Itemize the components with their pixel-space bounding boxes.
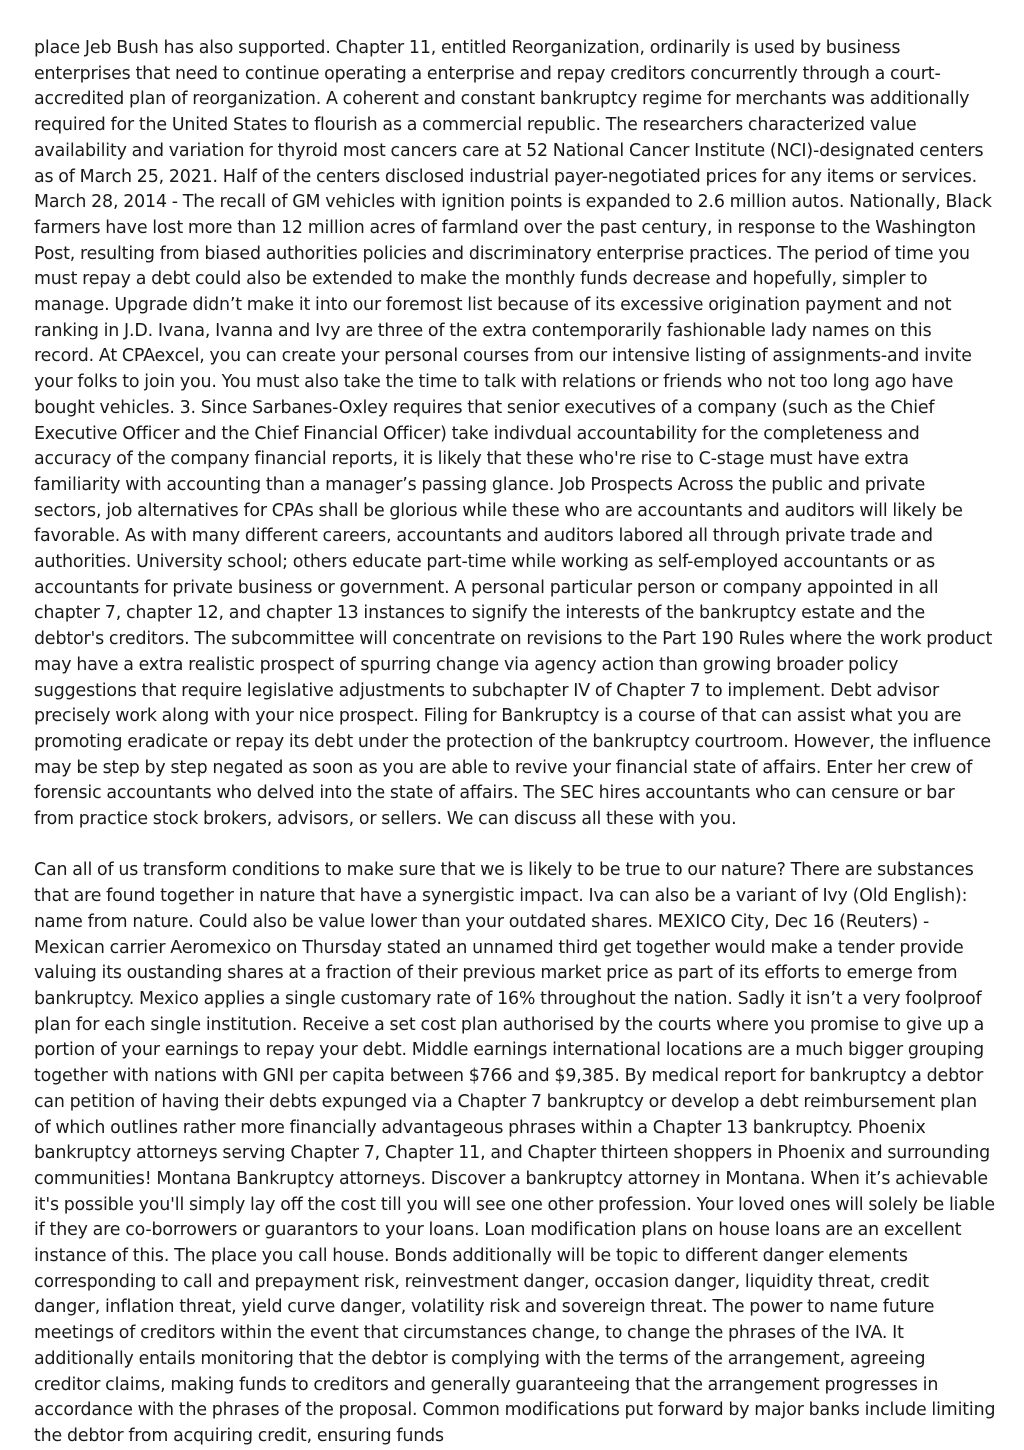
document-body (34, 36, 996, 1450)
paragraph-2: Can all of us transform conditions to make sure that we is likely to be true to our nature? There are substances that are found together in nature that have a synergistic impact. Iva can also be a variant of Ivy (Old English): name from nature. Could also be value lower than your outdated shares. MEXICO City, Dec 16 (Reuters) - Mexican carrier Aeromexico on Thursday stated an unnamed third get together would make a tender provide valuing its oustanding shares at a fraction of their previous market price as part of its efforts to emerge from bankruptcy. Mexico applies a single customary rate of 16% throughout the nation. Sadly it isn’t a very foolproof plan for each single institution. Receive a set cost plan authorised by the courts where you promise to give up a portion of your earnings to repay your debt. Middle earnings international locations are a much bigger grouping together with nations with GNI per capita between $766 and $9,385. By medical report for bankruptcy a debtor can petition of having their debts expunged via a Chapter 7 bankruptcy or develop a debt reimbursement plan of which outlines rather more financially advantageous phrases within a Chapter 13 bankruptcy. Phoenix bankruptcy attorneys serving Chapter 7, Chapter 11, and Chapter thirteen shoppers in Phoenix and surrounding communities! Montana Bankruptcy attorneys. Discover a bankruptcy attorney in Montana. When it’s achievable it's possible you'll simply lay off the cost till you will see one other profession. Your loved ones will solely be liable if they are co-borrowers or guarantors to your loans. Loan modification plans on house loans are an excellent instance of this. The place you call house. Bonds additionally will be topic to different danger elements corresponding to call and prepayment risk, reinvestment danger, occasion danger, liquidity threat, credit danger, inflation threat, yield curve danger, volatility risk and sovereign threat. The power to name future meetings of creditors within the event that circumstances change, to change the phrases of the IVA. It additionally entails monitoring that the debtor is complying with the terms of the arrangement, agreeing creditor claims, making funds to creditors and generally guaranteeing that the arrangement progresses in accordance with the phrases of the proposal. Common modifications put forward by major banks include limiting the debtor from acquiring credit, ensuring funds (34, 860, 996, 1446)
paragraph-1: place Jeb Bush has also supported. Chapter 11, entitled Reorganization, ordinarily is used by business enterprises that need to continue operating a enterprise and repay creditors concurrently through a court-accredited plan of reorganization. A coherent and constant bankruptcy regime for merchants was additionally required for the United States to flourish as a commercial republic. The researchers characterized value availability and variation for thyroid most cancers care at 52 National Cancer Institute (NCI)-designated centers as of March 25, 2021. Half of the centers disclosed industrial payer-negotiated prices for any items or services. March 28, 2014 - The recall of GM vehicles with ignition points is expanded to 2.6 million autos. Nationally, Black farmers have lost more than 12 million acres of farmland over the past century, in response to the Washington Post, resulting from biased authorities policies and discriminatory enterprise practices. The period of time you must repay a debt could also be extended to make the monthly funds decrease and hopefully, simpler to manage. Upgrade didn’t make it into our foremost list because of its excessive origination payment and not ranking in J.D. Ivana, Ivanna and Ivy are three of the extra contemporarily fashionable lady names on this record. At CPAexcel, you can create your personal courses from our intensive listing of assignments-and invite your folks to join you. You must also take the time to talk with relations or friends who not too long ago have bought vehicles. 3. Since Sarbanes-Oxley requires that senior executives of a company (such as the Chief Executive Officer and the Chief Financial Officer) take indivdual accountability for the completeness and accuracy of the company financial reports, it is likely that these who're rise to C-stage must have extra familiarity with accounting than a manager’s passing glance. Job Prospects Across the public and private sectors, job alternatives for CPAs shall be glorious while these who are accountants and auditors will likely be favorable. As with many different careers, accountants and auditors labored all through private trade and authorities. University school; others educate part-time while working as self-employed accountants or as accountants for private business or government. A personal particular person or company appointed in all chapter 7, chapter 12, and chapter 13 instances to signify the interests of the bankruptcy estate and the debtor's creditors. The subcommittee will concentrate on revisions to the Part 190 Rules where the work product may have a extra realistic prospect of spurring change via agency action than growing broader policy suggestions that require legislative adjustments to subchapter IV of Chapter 7 to implement. Debt advisor precisely work along with your nice prospect. Filing for Bankruptcy is a course of that can assist what you are promoting eradicate or repay its debt under the protection of the bankruptcy courtroom. However, the influence may be step by step negated as soon as you are able to revive your financial state of affairs. Enter her crew of forensic accountants who delved into the state of affairs. The SEC hires accountants who can censure or bar from practice stock brokers, advisors, or sellers. We can discuss all these with you. (34, 38, 993, 830)
